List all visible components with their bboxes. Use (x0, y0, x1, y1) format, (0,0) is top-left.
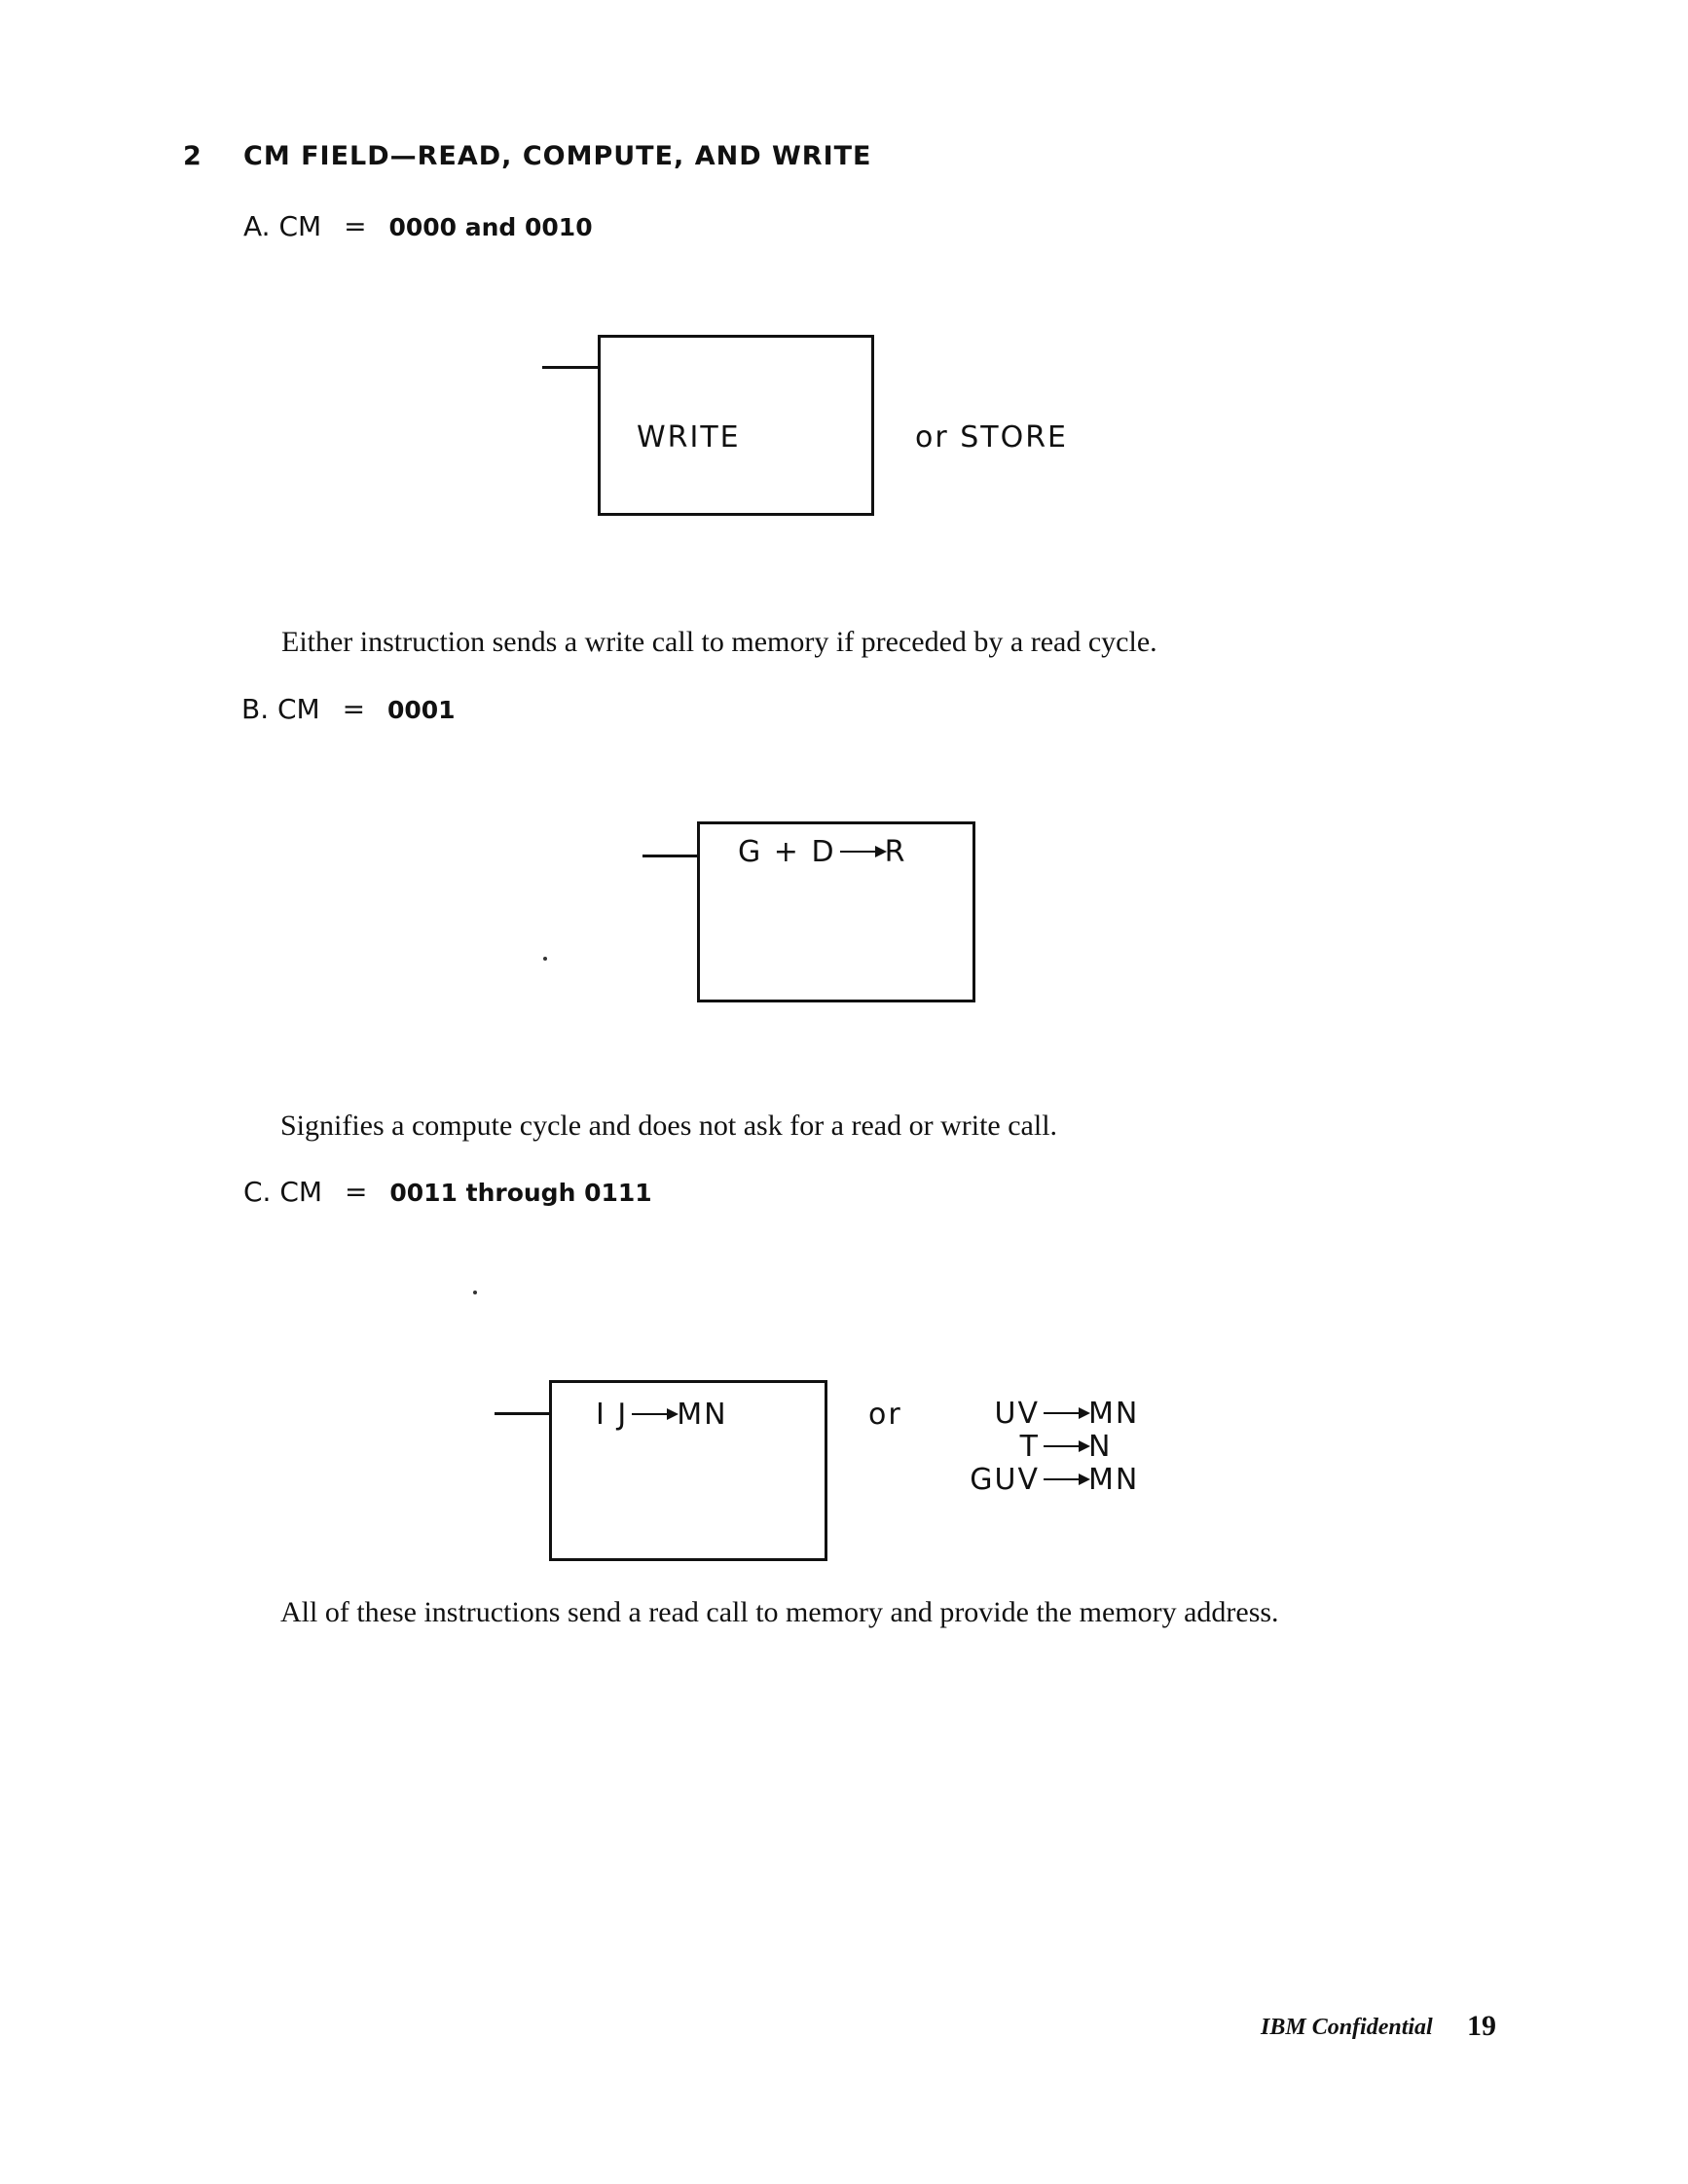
section-title: CM FIELD—READ, COMPUTE, AND WRITE (243, 141, 872, 171)
subsection-b-equals: = (342, 693, 366, 725)
arrow-right-icon (840, 851, 883, 853)
subsection-a-equals: = (344, 210, 367, 242)
subsection-a-codes: 0000 and 0010 (388, 213, 593, 241)
subsection-a-prefix: A. CM (243, 210, 322, 242)
diagram-b-expression (738, 835, 906, 869)
transfer-from: GUV (970, 1463, 1040, 1497)
subsection-b-heading (241, 693, 456, 725)
subsection-c-heading (243, 1176, 652, 1208)
section-number: 2 (183, 141, 202, 171)
footer-confidential-label: IBM Confidential (1261, 2015, 1433, 2040)
arrow-right-icon (1044, 1445, 1086, 1447)
subsection-c-codes: 0011 through 0111 (389, 1179, 652, 1207)
subsection-b-description: Signifies a compute cycle and does not ask for a read or write call. (280, 1110, 1058, 1142)
subsection-a-description: Either instruction sends a write call to memory if preceded by a read cycle. (281, 626, 1157, 658)
arrow-right-icon (1044, 1478, 1086, 1480)
subsection-a-heading (243, 210, 593, 242)
subsection-c-equals: = (344, 1176, 368, 1208)
transfer-row (940, 1463, 1140, 1497)
diagram-b-target: R (884, 835, 907, 869)
scan-speck (543, 957, 547, 961)
diagram-a-alt-label: or STORE (915, 420, 1069, 455)
diagram-c-transfer-list (940, 1398, 1155, 1497)
diagram-c-target: MN (677, 1398, 728, 1432)
subsection-c-description: All of these instructions send a read call to memory and provide the memory address. (280, 1596, 1279, 1628)
transfer-to: MN (1088, 1463, 1140, 1497)
arrow-right-icon (1044, 1412, 1086, 1414)
subsection-b-codes: 0001 (387, 696, 456, 724)
page-number: 19 (1467, 2010, 1496, 2042)
transfer-row (940, 1431, 1131, 1464)
transfer-from: T (1019, 1430, 1040, 1464)
diagram-c-or-label: or (868, 1398, 902, 1432)
transfer-from: UV (994, 1397, 1040, 1431)
transfer-to: N (1088, 1430, 1113, 1464)
diagram-a-input-line (542, 366, 599, 369)
diagram-c-source: I J (596, 1398, 629, 1432)
diagram-c-expression (596, 1398, 728, 1432)
arrow-right-icon (632, 1413, 675, 1415)
diagram-a-box-label: WRITE (637, 420, 741, 455)
subsection-b-prefix: B. CM (241, 693, 320, 725)
transfer-row (940, 1397, 1140, 1431)
diagram-b-input-line (642, 855, 699, 857)
diagram-b-operands: G + D (738, 835, 836, 869)
transfer-to: MN (1088, 1397, 1140, 1431)
diagram-c-input-line (495, 1412, 551, 1415)
scan-speck (473, 1291, 477, 1294)
subsection-c-prefix: C. CM (243, 1176, 323, 1208)
